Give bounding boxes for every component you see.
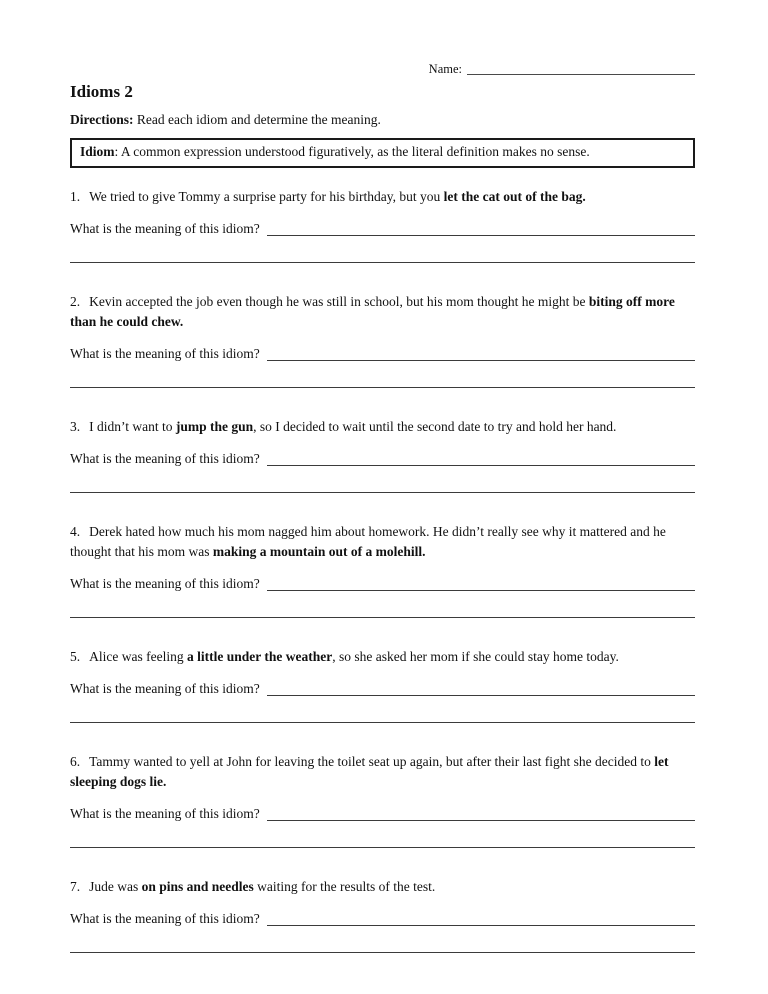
directions [70,110,695,130]
question-sentence: We tried to give Tommy a surprise party for his birthday, but you let the cat out of the bag. [89,189,586,204]
answer-prompt-row [70,219,695,239]
question-number: 5. [70,649,81,664]
answer-prompt-row [70,909,695,929]
question-text [70,877,695,897]
answer-prompt-label: What is the meaning of this idiom? [70,346,260,361]
answer-prompt-label: What is the meaning of this idiom? [70,806,260,821]
answer-blank-line-1[interactable] [267,344,695,361]
answer-blank-line-1[interactable] [267,574,695,591]
question-number: 3. [70,419,81,434]
question-block [70,647,695,723]
question-number: 2. [70,294,81,309]
answer-prompt-row [70,344,695,364]
question-text [70,292,695,332]
question-number: 1. [70,189,81,204]
question-number: 4. [70,524,81,539]
question-text [70,752,695,792]
question-block [70,187,695,263]
question-text [70,522,695,562]
answer-prompt-row [70,449,695,469]
answer-blank-line-2[interactable] [70,492,695,493]
answer-blank-line-2[interactable] [70,617,695,618]
question-sentence: Kevin accepted the job even though he was still in school, but his mom thought he might be biting off more than he could chew. [70,294,675,329]
answer-blank-line-1[interactable] [267,449,695,466]
answer-blank-line-1[interactable] [267,804,695,821]
question-sentence: Derek hated how much his mom nagged him about homework. He didn’t really see why it mattered and he thought that his mom was making a mountain out of a molehill. [70,524,666,559]
definition-box [70,138,695,168]
name-label: Name: [428,62,462,76]
definition-text: : A common expression understood figuratively, as the literal definition makes no sense. [114,144,590,159]
definition-label: Idiom [80,144,115,159]
question-text [70,417,695,437]
page-title: Idioms 2 [70,82,133,101]
answer-prompt-label: What is the meaning of this idiom? [70,681,260,696]
question-block [70,752,695,848]
answer-prompt-label: What is the meaning of this idiom? [70,451,260,466]
directions-text: Read each idiom and determine the meaning. [133,112,381,127]
answer-prompt-label: What is the meaning of this idiom? [70,911,260,926]
answer-blank-line-2[interactable] [70,722,695,723]
answer-prompt-label: What is the meaning of this idiom? [70,221,260,236]
answer-blank-line-2[interactable] [70,387,695,388]
question-sentence: I didn’t want to jump the gun, so I decided to wait until the second date to try and hold her hand. [89,419,617,434]
answer-prompt-row [70,574,695,594]
question-sentence: Alice was feeling a little under the weather, so she asked her mom if she could stay home today. [89,649,619,664]
answer-blank-line-1[interactable] [267,679,695,696]
question-number: 7. [70,879,81,894]
answer-blank-line-2[interactable] [70,847,695,848]
question-block [70,877,695,953]
question-block [70,522,695,618]
question-block [70,292,695,388]
question-number: 6. [70,754,81,769]
answer-blank-line-2[interactable] [70,262,695,263]
question-sentence: Tammy wanted to yell at John for leaving the toilet seat up again, but after their last fight she decided to let sleeping dogs lie. [70,754,669,789]
questions-list [70,187,695,953]
answer-blank-line-2[interactable] [70,952,695,953]
question-text [70,187,695,207]
answer-blank-line-1[interactable] [267,219,695,236]
name-blank-line[interactable] [467,63,695,75]
directions-label: Directions: [70,112,134,127]
answer-prompt-label: What is the meaning of this idiom? [70,576,260,591]
answer-blank-line-1[interactable] [267,909,695,926]
question-sentence: Jude was on pins and needles waiting for the results of the test. [89,879,436,894]
answer-prompt-row [70,679,695,699]
question-text [70,647,695,667]
answer-prompt-row [70,804,695,824]
question-block [70,417,695,493]
name-row [70,60,695,77]
